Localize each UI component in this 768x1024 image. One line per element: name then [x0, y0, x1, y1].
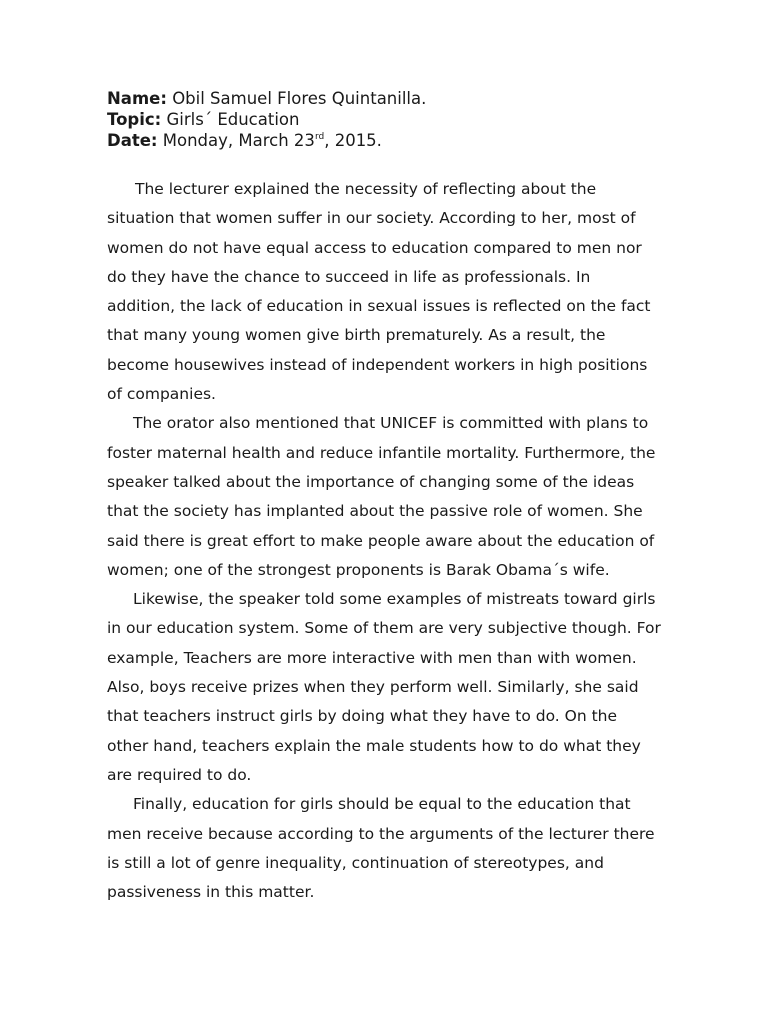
- document-page: [107, 88, 663, 907]
- topic-value: Girls´ Education: [166, 110, 300, 129]
- name-value: Obil Samuel Flores Quintanilla.: [172, 89, 427, 108]
- date-ordinal-suffix: rd: [314, 132, 325, 142]
- name-label: Name:: [107, 89, 167, 108]
- date-value: [163, 131, 382, 150]
- date-value-main: Monday, March 23: [162, 131, 315, 150]
- topic-line: [107, 109, 663, 130]
- document-header: [107, 88, 663, 151]
- name-line: [107, 88, 663, 109]
- date-label: Date:: [107, 131, 158, 150]
- paragraph-3: Likewise, the speaker told some examples of mistreats toward girls in our education system. Some of them are very subjective though. For example, Teachers are more interactive with men than with women. Also, boys receive prizes when they perform well. Similarly, she said that teachers instruct girls by doing what they have to do. On the other hand, teachers explain the male students how to do what they are required to do.: [107, 590, 661, 784]
- date-value-year: , 2015.: [324, 131, 382, 150]
- paragraph-4: Finally, education for girls should be equal to the education that men receive because according to the arguments of the lecturer there is still a lot of genre inequality, continuation of stereotypes, and passiveness in this matter.: [107, 795, 655, 902]
- topic-label: Topic:: [107, 110, 162, 129]
- paragraph-1: The lecturer explained the necessity of reflecting about the situation that women suffer in our society. According to her, most of women do not have equal access to education compared to men nor do they have the chance to succeed in life as professionals. In addition, the lack of education in sexual issues is reflected on the fact that many young women give birth prematurely. As a result, the become housewives instead of independent workers in high positions of companies.: [107, 180, 651, 404]
- paragraph-2: The orator also mentioned that UNICEF is committed with plans to foster maternal health and reduce infantile mortality. Furthermore, the speaker talked about the importance of changing some of the ideas that the society has implanted about the passive role of women. She said there is great effort to make people aware about the education of women; one of the strongest proponents is Barak Obama´s wife.: [107, 414, 656, 579]
- date-line: [107, 130, 663, 151]
- document-body: [107, 175, 663, 907]
